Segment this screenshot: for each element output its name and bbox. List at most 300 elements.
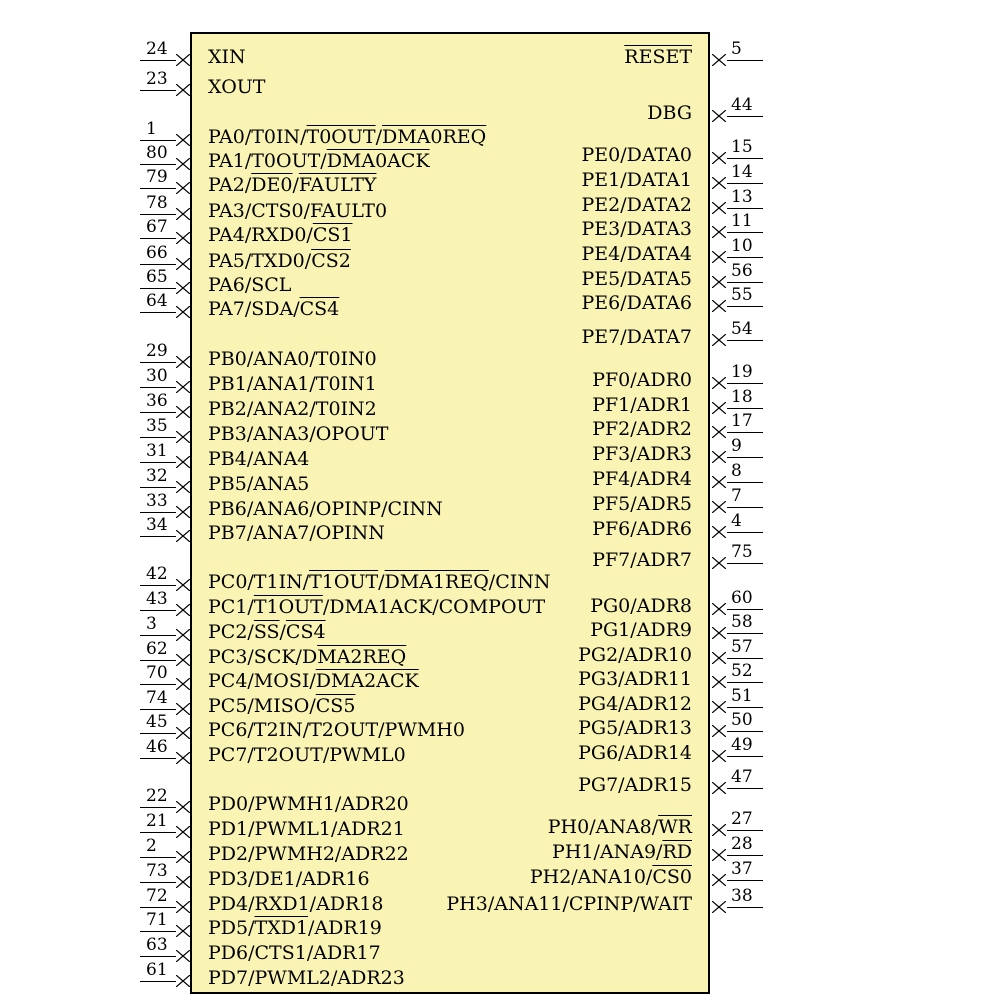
pin-label-segment: PE1/DATA1 (581, 169, 692, 191)
pin-direction-arrow-icon (712, 874, 726, 886)
pin-lead (140, 387, 176, 388)
pin-direction-arrow-icon (176, 506, 190, 518)
pin-direction-arrow-icon (176, 84, 190, 96)
pin-number: 1 (146, 119, 157, 139)
pin-label (210, 868, 692, 887)
pin-lead (140, 238, 176, 239)
pin-lead (727, 563, 763, 564)
pin-number: 13 (731, 187, 753, 207)
pin-number: 24 (146, 39, 168, 59)
pin-label-segment: PG0/ADR8 (590, 595, 692, 617)
pin-label-segment: PB5/ANA5 (208, 473, 310, 495)
pin-lead (140, 462, 176, 463)
pin-direction-arrow-icon (712, 451, 726, 463)
pin-direction-arrow-icon (712, 54, 726, 66)
pin-label-segment: PH1/ANA9/ (552, 841, 663, 863)
pin-label (210, 445, 692, 464)
pin-label-segment: CS4 (299, 298, 340, 320)
pin-label (210, 470, 692, 489)
pin-label-segment: PA3/CTS0/FAULT0 (208, 200, 388, 222)
pin-label (210, 719, 692, 738)
pin-direction-arrow-icon (712, 334, 726, 346)
pin-number: 42 (146, 564, 168, 584)
pin-lead (140, 733, 176, 734)
pin-label-segment: PA5/TXD0/ (208, 250, 312, 272)
pin-lead (140, 487, 176, 488)
pin-lead (140, 832, 176, 833)
pin-label-segment: PD0/PWMH1/ADR20 (208, 793, 409, 815)
pin-label (208, 573, 551, 592)
pin-label-segment: DE0 (251, 174, 293, 196)
pin-label (210, 744, 692, 763)
pin-label-segment: $\overline{SS}$ (253, 621, 280, 643)
pin-direction-arrow-icon (176, 604, 190, 616)
pin-label (210, 371, 692, 390)
pin-number: 49 (731, 735, 753, 755)
pin-label-segment: PE2/DATA2 (581, 194, 692, 216)
pin-lead (140, 512, 176, 513)
pin-lead (140, 362, 176, 363)
pin-direction-arrow-icon (176, 381, 190, 393)
pin-number: 33 (146, 491, 168, 511)
pin-label-segment: PC6/T2IN/T2OUT/PWMH0 (208, 719, 465, 741)
pin-number: 4 (731, 511, 742, 531)
pin-lead (140, 882, 176, 883)
pin-number: 55 (731, 285, 753, 305)
pin-label-segment: RESET (624, 46, 692, 68)
pin-label-segment: DMA1REQ (384, 571, 489, 593)
pin-label-segment: PC4/MOSI/ (208, 670, 316, 692)
pin-lead (727, 880, 763, 881)
pin-number: 17 (731, 411, 753, 431)
pin-label-segment: PG6/ADR14 (578, 742, 692, 764)
pin-direction-arrow-icon (176, 258, 190, 270)
pin-label-segment: PG4/ADR12 (578, 693, 692, 715)
pin-label (210, 520, 692, 539)
pin-label-segment: $\overline{RD}$ (662, 841, 692, 863)
pin-direction-arrow-icon (712, 849, 726, 861)
pin-lead (140, 857, 176, 858)
pin-number: 64 (146, 291, 168, 311)
pin-label (210, 597, 692, 616)
pin-label (210, 396, 692, 415)
pin-direction-arrow-icon (176, 158, 190, 170)
pin-label (210, 621, 692, 640)
pin-label (210, 695, 692, 714)
pin-label (208, 78, 265, 97)
pin-lead (727, 408, 763, 409)
pin-label-segment: FAULTY (298, 174, 377, 196)
pin-label-segment: /ADR19 (308, 917, 382, 939)
pin-lead (727, 340, 763, 341)
pin-direction-arrow-icon (712, 177, 726, 189)
pin-label-segment: PA2/ (208, 174, 252, 196)
pin-label-segment: PC3/SCK/D (208, 646, 318, 668)
pin-lead (140, 140, 176, 141)
pin-direction-arrow-icon (176, 134, 190, 146)
pin-direction-arrow-icon (176, 54, 190, 66)
pin-label (210, 818, 692, 837)
pin-number: 75 (731, 542, 753, 562)
pin-lead (727, 306, 763, 307)
pin-label-segment: DMA2ACK (315, 670, 419, 692)
pin-label-segment: PB3/ANA3/OPOUT (208, 423, 389, 445)
pin-number: 28 (731, 834, 753, 854)
pin-number: 63 (146, 935, 168, 955)
pin-lead (140, 981, 176, 982)
pin-number: 56 (731, 261, 753, 281)
pin-label-segment: PH2/ANA10/ (529, 866, 653, 888)
pin-direction-arrow-icon (176, 232, 190, 244)
pin-number: 52 (731, 661, 753, 681)
pin-direction-arrow-icon (176, 356, 190, 368)
pin-label-segment: $\overline{WR}$ (658, 816, 692, 838)
pin-number: 38 (731, 886, 753, 906)
pin-direction-arrow-icon (712, 276, 726, 288)
pin-lead (727, 682, 763, 683)
pin-lead (140, 758, 176, 759)
pin-lead (727, 183, 763, 184)
pin-number: 57 (731, 637, 753, 657)
pin-label-segment: PD5/ (208, 917, 255, 939)
pin-label-segment: PC0/T1IN/ (208, 571, 310, 593)
pin-label (210, 104, 692, 123)
pin-label (208, 128, 486, 147)
pin-number: 47 (731, 767, 753, 787)
pin-number: 58 (731, 612, 753, 632)
pin-number: 51 (731, 686, 753, 706)
pin-direction-arrow-icon (176, 282, 190, 294)
pin-label-segment: PD7/PWML2/ADR23 (208, 967, 405, 989)
pin-lead (140, 635, 176, 636)
pin-lead (727, 609, 763, 610)
pin-direction-arrow-icon (712, 750, 726, 762)
pin-lead (140, 312, 176, 313)
pin-direction-arrow-icon (176, 182, 190, 194)
pin-direction-arrow-icon (712, 501, 726, 513)
pin-number: 23 (146, 69, 168, 89)
pin-lead (140, 90, 176, 91)
pin-direction-arrow-icon (712, 300, 726, 312)
pin-number: 10 (731, 236, 753, 256)
pin-label (210, 646, 692, 665)
pin-direction-arrow-icon (712, 901, 726, 913)
pin-label (210, 294, 692, 313)
pin-label-segment: PE7/DATA7 (581, 326, 692, 348)
pin-number: 50 (731, 710, 753, 730)
pin-label-segment: PD4/RXD1/ADR18 (208, 893, 384, 915)
pin-label-segment: PE6/DATA6 (581, 292, 692, 314)
pin-label (208, 795, 409, 814)
pin-label-segment: PB0/ANA0/T0IN0 (208, 348, 377, 370)
pin-label-segment: PF3/ADR3 (592, 443, 692, 465)
pin-label-segment: PC7/T2OUT/PWML0 (208, 744, 406, 766)
pin-label-segment: / (279, 621, 286, 643)
pin-label-segment: TXD1 (254, 917, 309, 939)
pin-direction-arrow-icon (176, 306, 190, 318)
pin-lead (140, 288, 176, 289)
pin-label-segment: PF0/ADR0 (592, 369, 692, 391)
pin-number: 79 (146, 167, 168, 187)
pin-number: 7 (731, 486, 742, 506)
pin-number: 60 (731, 588, 753, 608)
pin-lead (140, 412, 176, 413)
pin-label-segment: T0OUT (306, 126, 376, 148)
pin-direction-arrow-icon (176, 801, 190, 813)
pin-label-segment: PB7/ANA7/OPINN (208, 522, 385, 544)
pin-direction-arrow-icon (712, 251, 726, 263)
pin-number: 54 (731, 319, 753, 339)
pin-label-segment: PG3/ADR11 (578, 668, 692, 690)
pin-label-segment: PH3/ANA11/CPINP/WAIT (446, 893, 692, 915)
pin-lead (140, 60, 176, 61)
pin-number: 2 (146, 836, 157, 856)
pin-direction-arrow-icon (176, 752, 190, 764)
pin-direction-arrow-icon (176, 975, 190, 987)
pin-number: 29 (146, 341, 168, 361)
pin-label-segment: CS1 (312, 224, 353, 246)
pin-label-segment: PC2/ (208, 621, 254, 643)
pin-number: 44 (731, 95, 753, 115)
pin-label (208, 944, 381, 963)
pin-direction-arrow-icon (712, 402, 726, 414)
pin-label-segment: PD6/CTS1/ADR17 (208, 942, 381, 964)
pin-number: 61 (146, 960, 168, 980)
pin-label-segment: PC1/ (208, 596, 254, 618)
pin-label-segment: MA2REQ (317, 646, 407, 668)
pin-label-segment: PF1/ADR1 (592, 394, 692, 416)
pin-direction-arrow-icon (176, 530, 190, 542)
pin-direction-arrow-icon (712, 603, 726, 615)
pin-label-segment: T1OUT (253, 596, 323, 618)
pin-lead (140, 585, 176, 586)
pin-label (208, 919, 382, 938)
pin-label-segment: PG5/ADR13 (578, 717, 692, 739)
pin-lead (727, 208, 763, 209)
pin-label-segment: /CINN (488, 571, 551, 593)
pin-direction-arrow-icon (176, 727, 190, 739)
pin-number: 5 (731, 39, 742, 59)
pin-label-segment: T1OUT (309, 571, 379, 593)
pin-label-segment: DBG (647, 102, 692, 124)
pin-label (210, 245, 692, 264)
pin-number: 45 (146, 712, 168, 732)
pin-label (210, 146, 692, 165)
pin-direction-arrow-icon (176, 406, 190, 418)
pin-lead (140, 214, 176, 215)
pin-direction-arrow-icon (712, 627, 726, 639)
pin-number: 67 (146, 217, 168, 237)
pin-label-segment: PF5/ADR5 (592, 493, 692, 515)
pin-direction-arrow-icon (712, 676, 726, 688)
pin-number: 21 (146, 811, 168, 831)
pin-label (208, 350, 377, 369)
pin-label-segment: PE0/DATA0 (581, 144, 692, 166)
pin-lead (727, 633, 763, 634)
pin-label (210, 270, 692, 289)
pin-direction-arrow-icon (712, 725, 726, 737)
pin-number: 74 (146, 688, 168, 708)
pin-direction-arrow-icon (712, 202, 726, 214)
pin-label-segment: PF4/ADR4 (592, 468, 692, 490)
pin-label-segment: /DMA1ACK/COMPOUT (322, 596, 546, 618)
pin-number: 34 (146, 515, 168, 535)
pin-lead (727, 788, 763, 789)
pin-label (208, 969, 405, 988)
pin-lead (727, 707, 763, 708)
pin-label-segment: PA4/RXD0/ (208, 224, 313, 246)
pin-direction-arrow-icon (176, 629, 190, 641)
pin-direction-arrow-icon (176, 456, 190, 468)
pin-label-segment: PB6/ANA6/OPINP/CINN (208, 498, 443, 520)
pin-label-segment: / (292, 174, 299, 196)
pin-lead (727, 507, 763, 508)
pin-lead (727, 855, 763, 856)
pin-label-segment: DMA0ACK (326, 150, 430, 172)
pin-direction-arrow-icon (176, 579, 190, 591)
pin-label-segment: PG2/ADR10 (578, 644, 692, 666)
pin-label (210, 48, 692, 67)
pin-direction-arrow-icon (176, 208, 190, 220)
pin-direction-arrow-icon (176, 901, 190, 913)
pin-lead (140, 684, 176, 685)
pin-number: 80 (146, 143, 168, 163)
pin-label (210, 495, 692, 514)
pin-number: 18 (731, 387, 753, 407)
pin-lead (727, 907, 763, 908)
pin-label-segment: PA1/T0OUT/ (208, 150, 327, 172)
pin-number: 9 (731, 436, 742, 456)
pin-label-segment: PD2/PWMH2/ADR22 (208, 843, 409, 865)
pin-number: 62 (146, 639, 168, 659)
pin-label-segment: PH0/ANA8/ (547, 816, 659, 838)
pin-lead (727, 282, 763, 283)
pin-lead (140, 536, 176, 537)
pin-label (210, 895, 692, 914)
pin-lead (727, 432, 763, 433)
pin-label-segment: PA0/T0IN/ (208, 126, 307, 148)
pin-direction-arrow-icon (712, 782, 726, 794)
pin-direction-arrow-icon (176, 654, 190, 666)
pin-label-segment: PD1/PWML1/ADR21 (208, 818, 405, 840)
pin-label-segment: PC5/MISO/ (208, 695, 316, 717)
pin-direction-arrow-icon (712, 377, 726, 389)
pin-label (210, 776, 692, 795)
pin-number: 73 (146, 861, 168, 881)
pin-number: 19 (731, 362, 753, 382)
pin-label-segment: PA6/SCL (208, 274, 292, 296)
pin-lead (140, 164, 176, 165)
pin-number: 36 (146, 391, 168, 411)
pin-number: 27 (731, 809, 753, 829)
pin-label-segment: CS0 (652, 866, 692, 888)
pin-lead (140, 956, 176, 957)
pin-direction-arrow-icon (712, 557, 726, 569)
pin-number: 78 (146, 193, 168, 213)
pin-number: 32 (146, 466, 168, 486)
pin-label (210, 551, 692, 570)
pin-lead (727, 482, 763, 483)
pin-label-segment: DMA0REQ (381, 126, 487, 148)
pin-lead (140, 931, 176, 932)
pin-direction-arrow-icon (176, 950, 190, 962)
pin-number: 8 (731, 461, 742, 481)
pin-label-segment: / (375, 126, 382, 148)
pin-label (210, 670, 692, 689)
pin-direction-arrow-icon (712, 824, 726, 836)
pin-lead (727, 60, 763, 61)
pin-lead (140, 807, 176, 808)
pin-lead (140, 264, 176, 265)
pin-label-segment: PE3/DATA3 (581, 218, 692, 240)
pin-label-segment: CS4 (285, 621, 326, 643)
pin-label (210, 171, 692, 190)
pin-lead (727, 830, 763, 831)
pin-label-segment: PF7/ADR7 (592, 549, 692, 571)
pin-direction-arrow-icon (176, 703, 190, 715)
pin-number: 70 (146, 663, 168, 683)
pin-lead (140, 660, 176, 661)
pin-number: 72 (146, 886, 168, 906)
pin-direction-arrow-icon (176, 678, 190, 690)
pin-direction-arrow-icon (176, 925, 190, 937)
pin-label (210, 420, 692, 439)
pin-label (210, 843, 692, 862)
pin-lead (727, 532, 763, 533)
pin-lead (140, 610, 176, 611)
pin-lead (727, 383, 763, 384)
pin-label-segment: PA7/SDA/ (208, 298, 300, 320)
pin-label-segment: PG1/ADR9 (590, 619, 692, 641)
pin-label-segment: / (378, 571, 385, 593)
pin-lead (727, 457, 763, 458)
pin-number: 35 (146, 416, 168, 436)
pin-lead (727, 232, 763, 233)
pin-label-segment: PB2/ANA2/T0IN2 (208, 398, 377, 420)
pin-lead (727, 756, 763, 757)
pin-lead (140, 188, 176, 189)
pin-label (210, 196, 692, 215)
pin-label-segment: PE5/DATA5 (581, 268, 692, 290)
pin-lead (140, 907, 176, 908)
pin-direction-arrow-icon (712, 110, 726, 122)
pin-label (210, 220, 692, 239)
pin-label-segment: PE4/DATA4 (581, 243, 692, 265)
pin-direction-arrow-icon (712, 476, 726, 488)
pin-number: 66 (146, 243, 168, 263)
pin-number: 14 (731, 162, 753, 182)
pin-label-segment: CS2 (311, 250, 351, 272)
pin-label-segment: PB4/ANA4 (208, 448, 310, 470)
pin-number: 30 (146, 366, 168, 386)
pin-label-segment: PG7/ADR15 (578, 774, 692, 796)
pin-lead (727, 158, 763, 159)
pin-number: 3 (146, 614, 157, 634)
pin-label-segment: PF6/ADR6 (592, 518, 692, 540)
pin-number: 11 (731, 211, 753, 231)
pin-direction-arrow-icon (176, 481, 190, 493)
pin-label-segment: XOUT (208, 76, 266, 98)
pin-direction-arrow-icon (712, 652, 726, 664)
pin-label-segment: PF2/ADR2 (592, 418, 692, 440)
pin-direction-arrow-icon (712, 152, 726, 164)
pin-label-segment: PB1/ANA1/T0IN1 (208, 373, 377, 395)
pin-number: 15 (731, 137, 753, 157)
pin-direction-arrow-icon (176, 826, 190, 838)
pin-direction-arrow-icon (712, 426, 726, 438)
pin-direction-arrow-icon (176, 431, 190, 443)
pin-number: 37 (731, 859, 753, 879)
